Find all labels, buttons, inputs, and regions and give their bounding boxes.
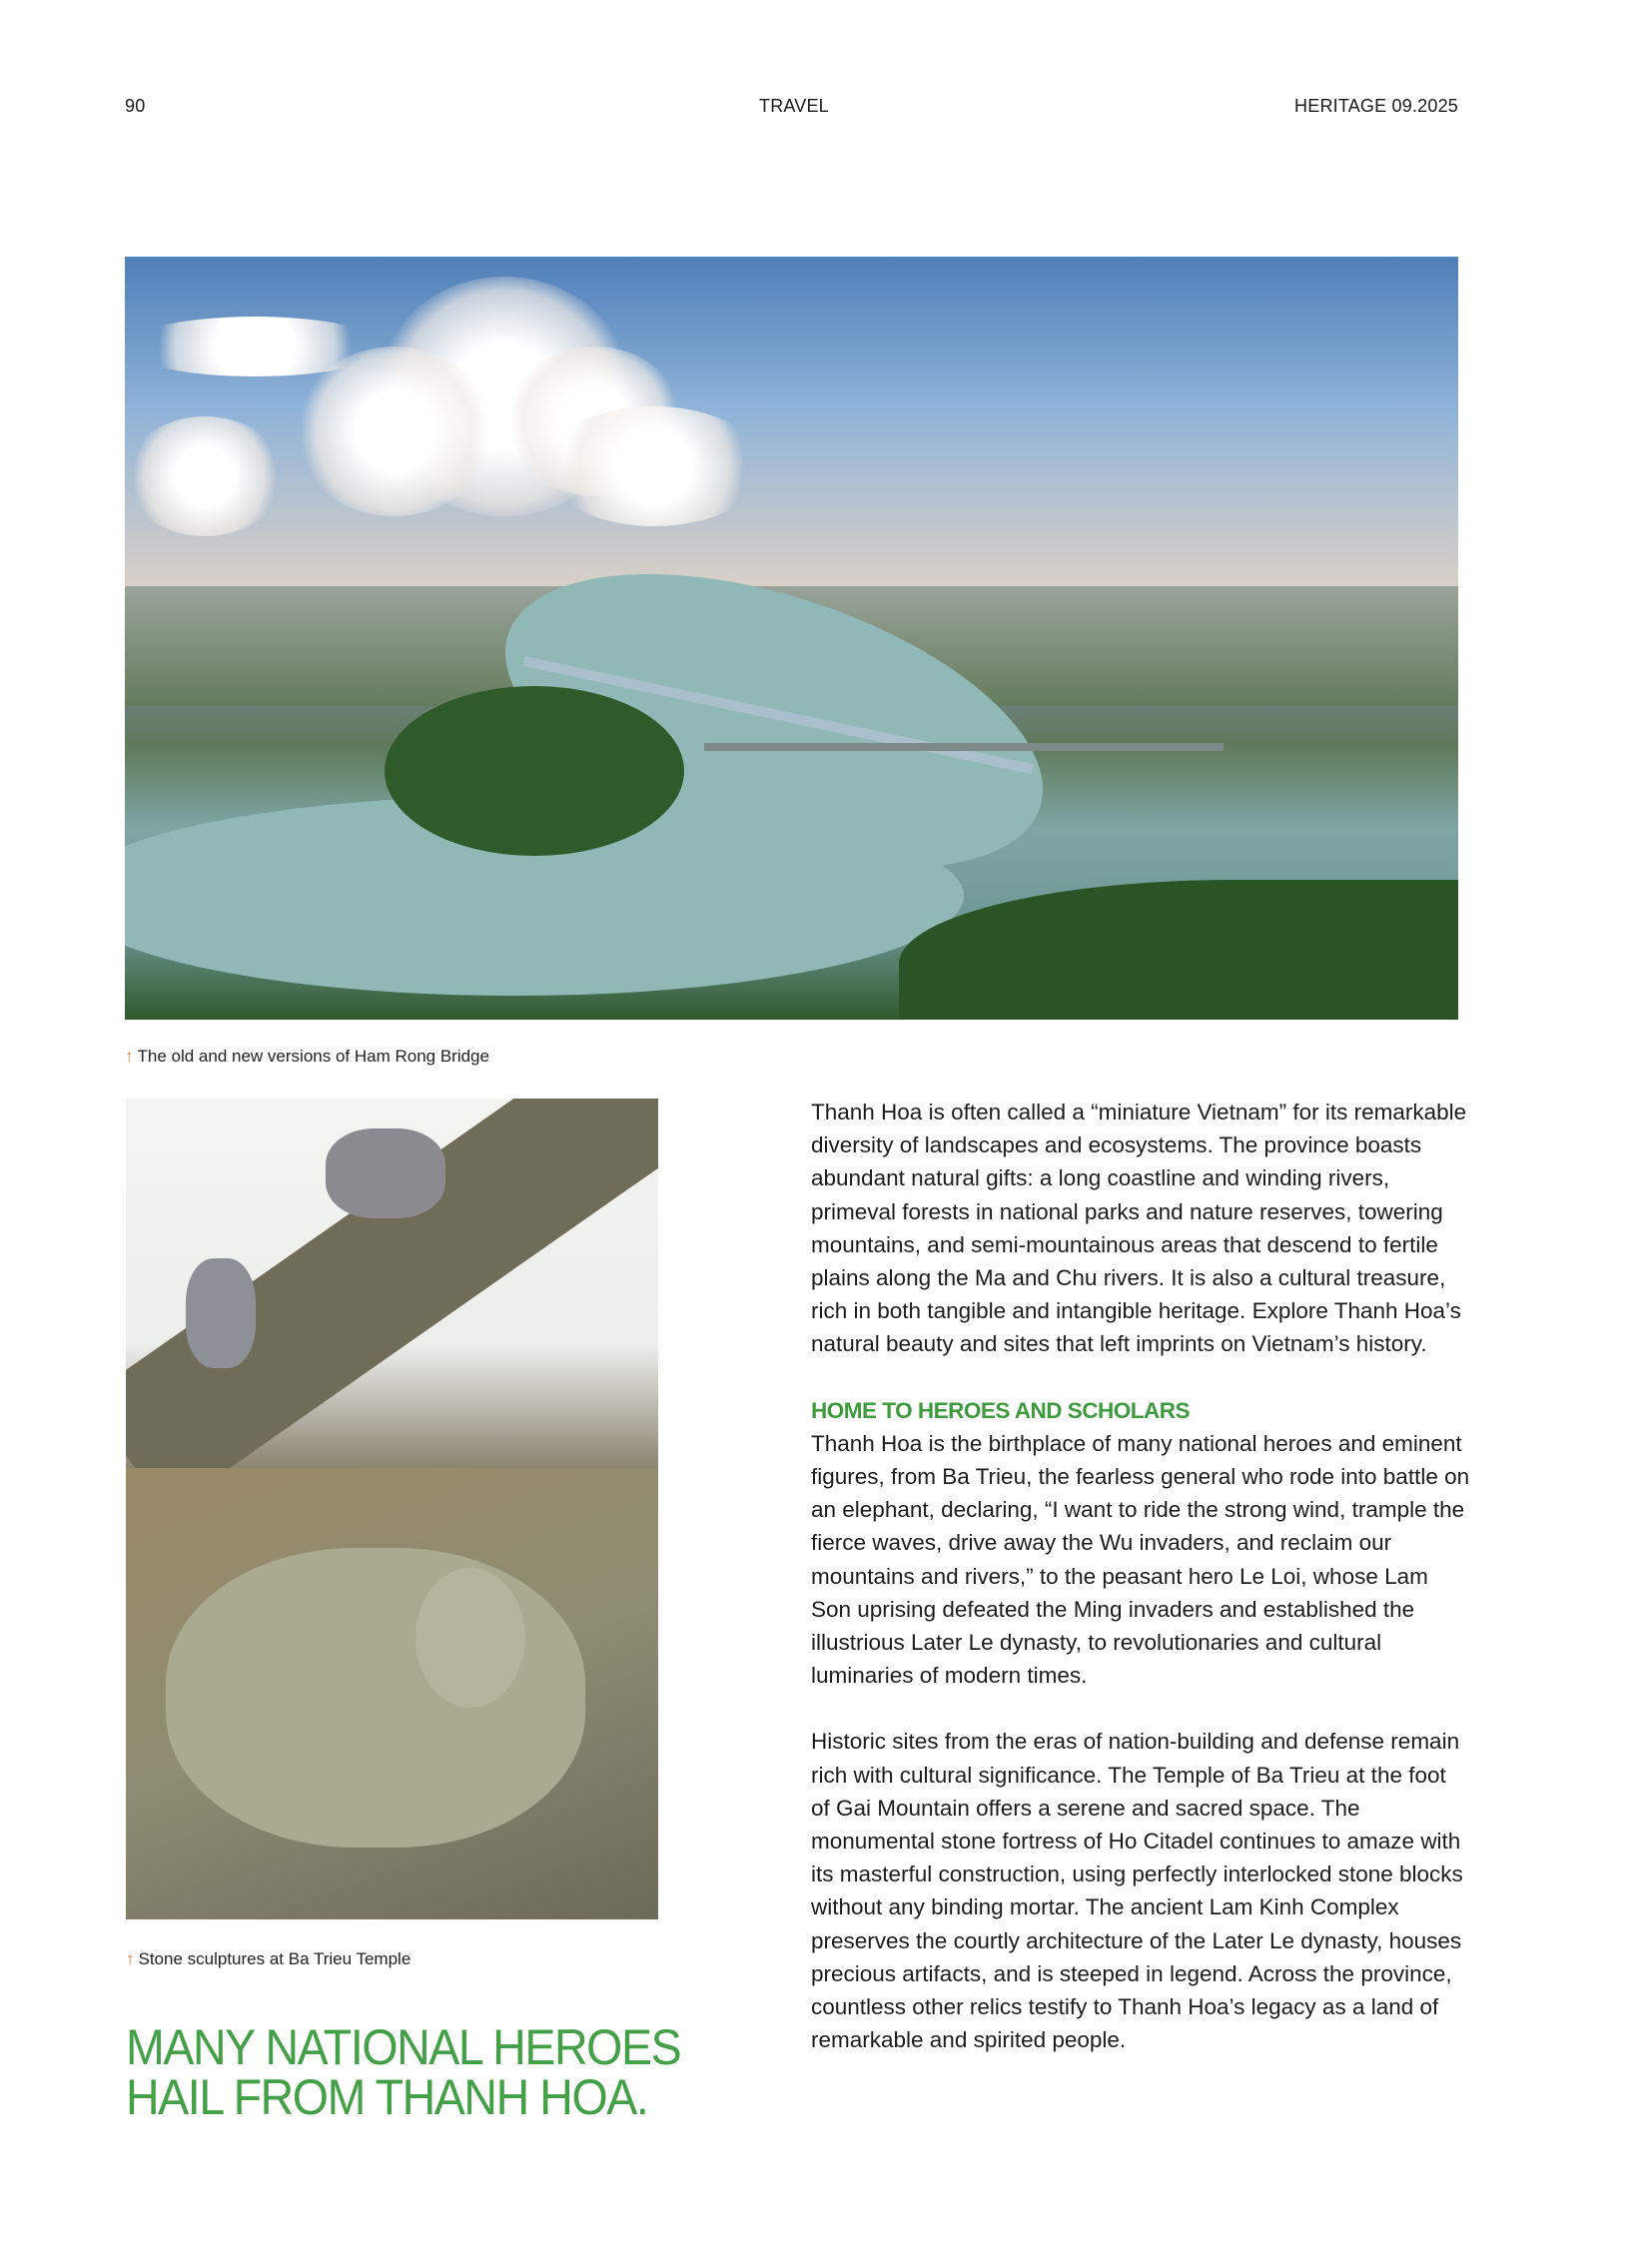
headline-line: HAIL FROM THANH HOA. [126, 2069, 648, 2125]
arrow-up-icon: ↑ [125, 1047, 134, 1066]
page-number: 90 [125, 96, 146, 116]
ham-rong-bridge-photo [125, 257, 1458, 1020]
photo-caption-bridge: ↑ The old and new versions of Ham Rong Bridge [125, 1047, 489, 1066]
body-paragraph: Historic sites from the eras of nation-building and defense remain rich with cultural significance. The Temple of Ba Trieu at the foot of Gai Mountain offers a serene and sacred space. The monumental stone fortress of Ho Citadel continues to amaze with its masterful construction, using perfectly interlocked stone blocks without any binding mortar. The ancient Lam Kinh Complex preserves the courtly architecture of the Later Le dynasty, houses precious artifacts, and is steeped in legend. Across the province, countless other relics testify to Thanh Hoa’s legacy as a land of remarkable and spirited people. [811, 1729, 1463, 2053]
section-label: TRAVEL [759, 96, 829, 116]
issue-label: HERITAGE 09.2025 [1294, 96, 1458, 116]
body-paragraph: Thanh Hoa is the birthplace of many national heroes and eminent figures, from Ba Trieu, the fearless general who rode into battle on an elephant, declaring, “I want to ride the strong wind, trample the fierce waves, drive away the Wu invaders, and reclaim our mountains and rivers,” to the peasant hero Le Loi, whose Lam Son uprising defeated the Ming invaders and established the illustrious Later Le dynasty, to revolutionaries and cultural luminaries of modern times. [811, 1430, 1470, 1689]
arrow-up-icon: ↑ [126, 1949, 135, 1968]
pull-quote-headline [126, 2019, 681, 2125]
headline-line: MANY NATIONAL HEROES [126, 2019, 681, 2075]
ba-trieu-temple-sculpture-photo [126, 1099, 658, 1919]
intro-paragraph: Thanh Hoa is often called a “miniature Vietnam” for its remarkable diversity of landscapes and ecosystems. The province boasts abundant natural gifts: a long coastline and winding rivers, primeval forests in national parks and nature reserves, towering mountains, and semi-mountainous areas that descend to fertile plains along the Ma and Chu rivers. It is also a cultural treasure, rich in both tangible and intangible heritage. Explore Thanh Hoa’s natural beauty and sites that left imprints on Vietnam’s history. [811, 1100, 1467, 1357]
subheading: HOME TO HEROES AND SCHOLARS [811, 1397, 1191, 1423]
photo-caption-sculpture: ↑ Stone sculptures at Ba Trieu Temple [126, 1949, 412, 1968]
article-body [811, 1096, 1470, 2089]
